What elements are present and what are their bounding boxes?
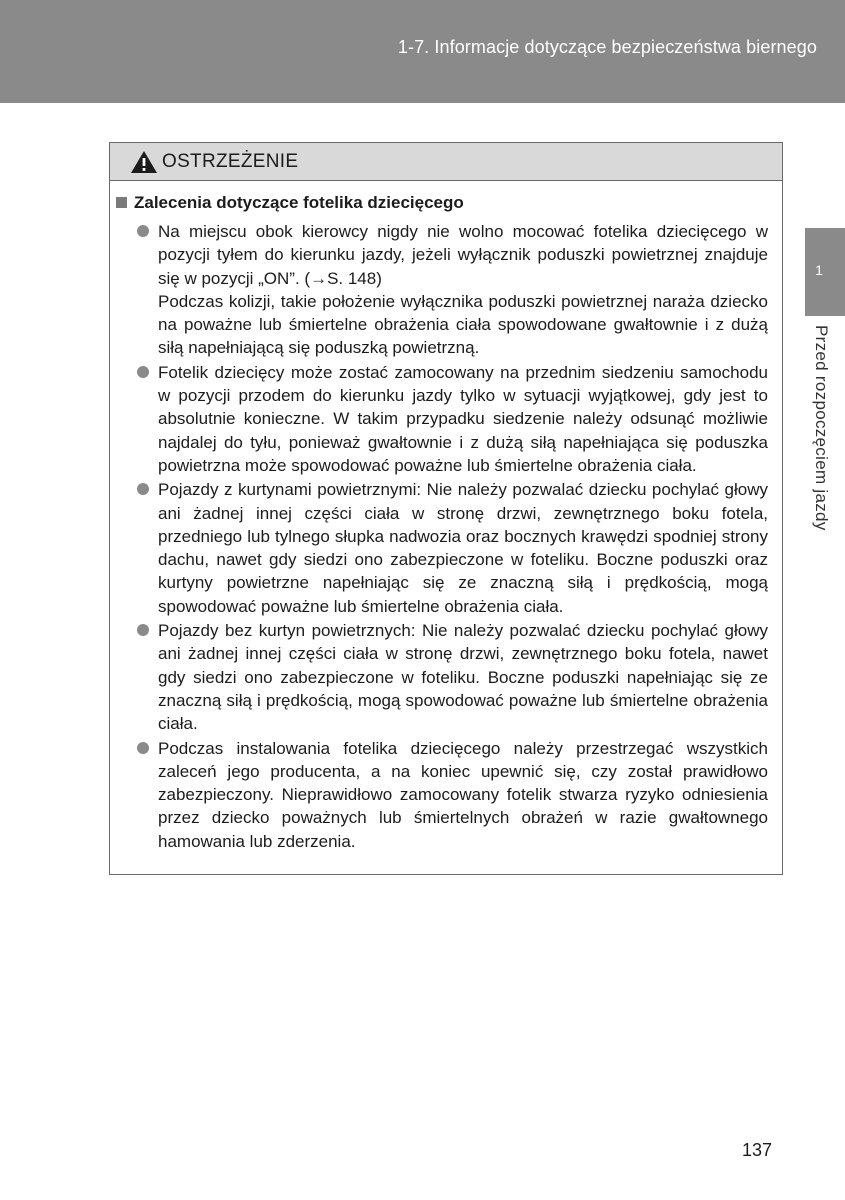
square-bullet-icon (116, 197, 127, 208)
bullet-item (136, 619, 768, 735)
chapter-number: 1 (815, 262, 823, 278)
round-bullet-icon (137, 624, 149, 636)
section-heading-text: Zalecenia dotyczące fotelika dziecięcego (134, 193, 464, 212)
round-bullet-icon (137, 742, 149, 754)
chapter-section-title: 1-7. Informacje dotyczące bezpieczeństwa biernego (397, 37, 817, 57)
warning-title: OSTRZEŻENIE (162, 151, 299, 172)
round-bullet-icon (137, 483, 149, 495)
warning-triangle-icon (130, 150, 158, 174)
chapter-label: Przed rozpoczęciem jazdy (812, 325, 831, 531)
bullet-paragraph: Podczas instalowania fotelika dziecięcego należy przestrzegać wszystkich zaleceń jego producenta, a na koniec upewnić się, czy został prawidłowo zabezpieczony. Nieprawidłowo zamocowany fotelik stwarza ryzyko odniesienia przez dziecko poważnych lub śmiertelnych obrażeń w razie gwałtownego hamowania lub zderzenia. (158, 738, 768, 851)
round-bullet-icon (137, 366, 149, 378)
bullet-paragraph: Na miejscu obok kierowcy nigdy nie wolno mocować fotelika dziecięcego w pozycji tyłem do kierunku jazdy, jeżeli wyłącznik poduszki powietrznej znajduje się w pozycji „ON”. (→S. 148) (158, 222, 768, 288)
bullet-item (136, 220, 768, 360)
bullet-paragraph: Pojazdy z kurtynami powietrznymi: Nie należy pozwalać dziecku pochylać głowy ani żadnej innej części ciała w stronę drzwi, zewnętrznego boku fotela, przedniego lub tylnego słupka nadwozia oraz bocznych krawędzi spodniej strony dachu, nawet gdy siedzi ono zabezpieczone w foteliku. Boczne poduszki oraz kurtyny powietrzne napełniając się ze znaczną siłą i prędkością, mogą spowodować poważne lub śmiertelne obrażenia ciała. (158, 480, 768, 616)
warning-bullet-list (136, 220, 768, 854)
bullet-paragraph: Fotelik dziecięcy może zostać zamocowany na przednim siedzeniu samochodu w pozycji przodem do kierunku jazdy tylko w sytuacji wyjątkowej, gdy jest to absolutnie konieczne. W takim przypadku siedzenie należy odsunąć możliwie najdalej do tyłu, ponieważ gwałtownie i z dużą siłą napełniająca się poduszka powietrzna może spowodować poważne lub śmiertelne obrażenia ciała. (158, 362, 768, 475)
chapter-tab (805, 228, 845, 316)
bullet-item (136, 361, 768, 477)
bullet-item (136, 737, 768, 853)
warning-box (109, 142, 783, 875)
bullet-paragraph: Podczas kolizji, takie położenie wyłącznika poduszki powietrznej naraża dziecko na poważne lub śmiertelne obrażenia ciała spowodowane gwałtownie i z dużą siłą napełniającą się poduszką powietrzną. (158, 291, 768, 358)
section-heading (116, 193, 464, 213)
round-bullet-icon (137, 225, 149, 237)
page-number: 137 (742, 1140, 773, 1160)
warning-header (110, 143, 782, 181)
header-bar (0, 0, 845, 103)
bullet-item (136, 478, 768, 618)
bullet-paragraph: Pojazdy bez kurtyn powietrznych: Nie należy pozwalać dziecku pochylać głowy ani żadnej innej części ciała w stronę drzwi, zewnętrznego boku fotela, nawet gdy siedzi ono zabezpieczone w foteliku. Boczne poduszki napełniając się ze znaczną siłą i prędkością, mogą spowodować poważne lub śmiertelne obrażenia ciała. (158, 621, 768, 734)
